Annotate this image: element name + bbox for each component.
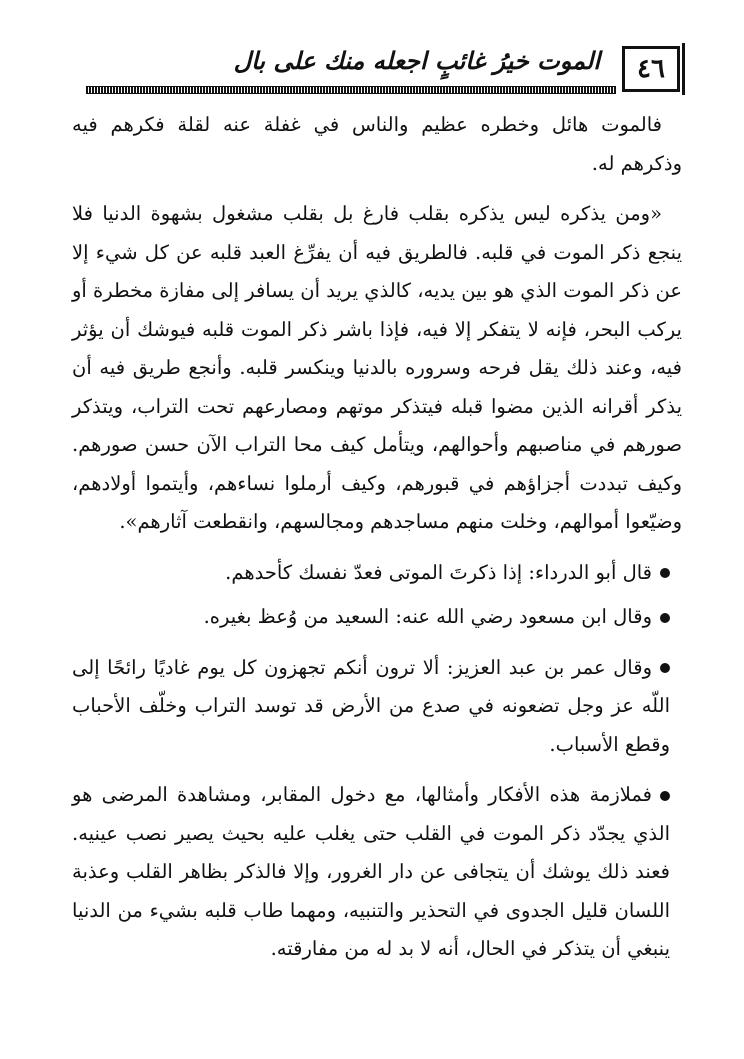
header-rule [86, 86, 616, 94]
paragraph-4 [72, 598, 682, 637]
paragraph-3 [72, 554, 682, 593]
page-number: ٤٦ [622, 46, 680, 92]
paragraph-2 [72, 195, 682, 542]
bullet-icon [660, 568, 670, 578]
paragraph-text: وقال عمر بن عبد العزيز: ألا ترون أنكم تجهزون كل يوم غاديًا رائحًا إلى اللّه عز وجل تضعونه في صدع من الأرض قد توسد التراب وخلّف الأحباب وقطع الأسباب. [72, 655, 670, 756]
paragraph-text: فملازمة هذه الأفكار وأمثالها، مع دخول المقابر، ومشاهدة المرضى هو الذي يجدّد ذكر الموت في القلب حتى يغلب عليه بحيث يصير نصب عينيه. فعند ذلك يوشك أن يتجافى عن دار الغرور، وإلا فالذكر بظاهر القلب وعذبة اللسان قليل الجدوى في التحذير والتنبيه، ومهما طاب قلبه بشيء من الدنيا ينبغي أن يتذكر في الحال، أنه لا بد له من مفارقته. [72, 783, 670, 960]
page-body [72, 106, 682, 969]
bullet-icon [660, 791, 670, 801]
paragraph-5 [72, 649, 682, 765]
paragraph-text: «ومن يذكره ليس يذكره بقلب فارغ بل بقلب مشغول بشهوة الدنيا فلا ينجع ذكر الموت في قلبه. فالطريق فيه أن يفرِّغ العبد قلبه عن كل شيء إلا عن ذكر الموت الذي هو بين يديه، كالذي يريد أن يسافر إلى مفازة مخطرة أو يركب البحر، فإنه لا يتفكر إلا فيه، فإذا باشر ذكر الموت قلبه فيوشك أن يؤثر فيه، وعند ذلك يقل فرحه وسروره بالدنيا وينكسر قلبه. وأنجع طريق فيه أن يذكر أقرانه الذين مضوا قبله فيتذكر موتهم ومصارعهم تحت التراب، ويتذكر صورهم في مناصبهم وأحوالهم، ويتأمل كيف محا التراب الآن حسن صورهم. وكيف تبددت أجزاؤهم في قبورهم، وكيف أرملوا نساءهم، وأيتموا أولادهم، وضيّعوا أموالهم، وخلت منهم مساجدهم ومجالسهم، وانقطعت آثارهم». [72, 202, 682, 533]
running-title: الموت خيرُ غائبٍ اجعله منك على بال [233, 46, 600, 75]
paragraph-6 [72, 776, 682, 969]
bullet-icon [660, 613, 670, 623]
paragraph-text: قال أبو الدرداء: إذا ذكرتَ الموتى فعدّ نفسك كأحدهم. [225, 560, 652, 584]
paragraph-text: فالموت هائل وخطره عظيم والناس في غفلة عنه لقلة فكرهم فيه وذكرهم له. [72, 113, 682, 175]
paragraph-1 [72, 106, 682, 183]
bullet-icon [660, 663, 670, 673]
paragraph-text: وقال ابن مسعود رضي الله عنه: السعيد من وُعظ بغيره. [203, 605, 652, 628]
page-header [86, 40, 680, 96]
